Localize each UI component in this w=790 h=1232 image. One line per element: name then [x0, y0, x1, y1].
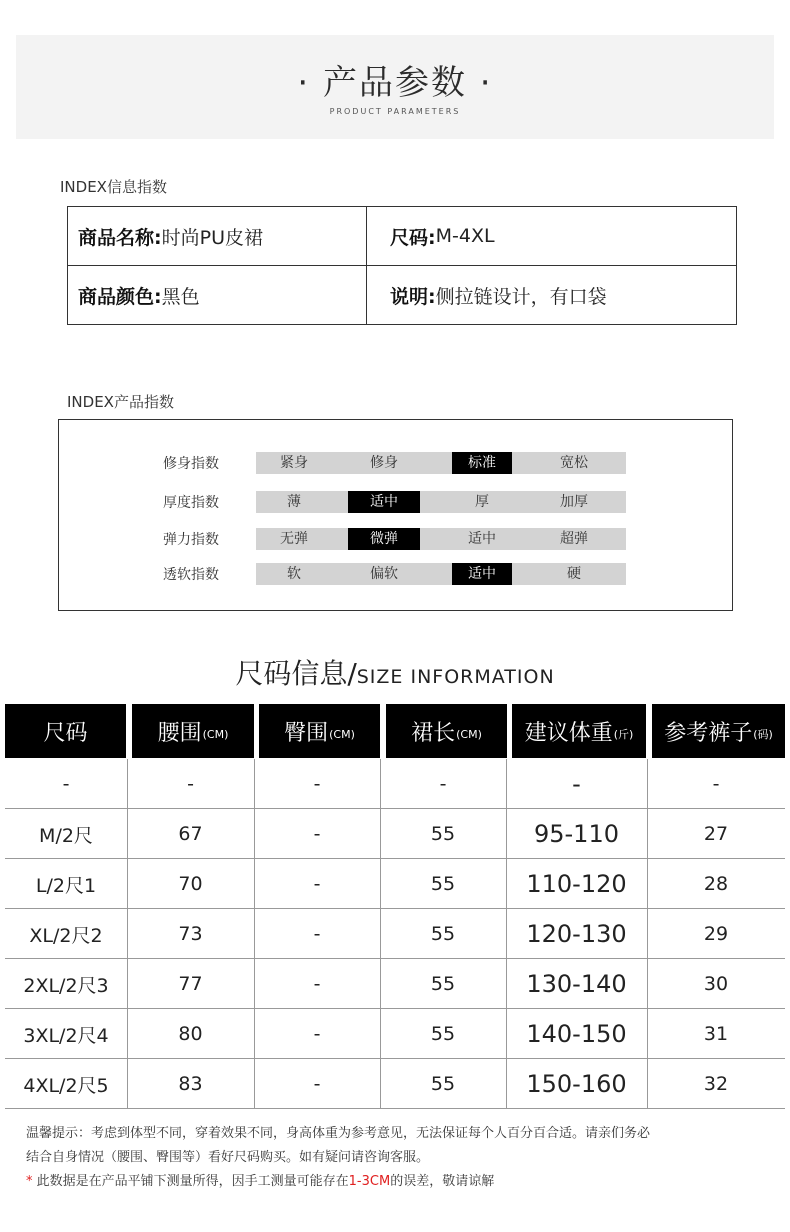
index-bar: [256, 563, 626, 585]
table-cell: 55: [430, 973, 456, 995]
info-value: 侧拉链设计，有口袋: [435, 285, 607, 308]
info-cell-size: [367, 207, 736, 265]
table-cell: 55: [430, 1023, 456, 1045]
table-cell: -: [313, 823, 321, 845]
table-cell: -: [187, 773, 194, 795]
info-key: 说明:: [390, 285, 436, 308]
table-cell: L/2尺1: [35, 874, 97, 897]
banner-title: · 产品参数 ·: [297, 63, 493, 103]
header-label: 腰围: [157, 720, 202, 746]
table-cell: 30: [703, 973, 729, 995]
index-option: 适中: [468, 531, 496, 547]
table-row: [5, 959, 785, 1009]
header-hip: [259, 704, 380, 758]
table-cell: -: [313, 923, 321, 945]
index-row: [59, 451, 732, 475]
info-value: M-4XL: [435, 225, 495, 247]
info-row: [68, 266, 736, 324]
table-row: [5, 809, 785, 859]
index-option: 厚: [475, 494, 489, 510]
table-cell: 31: [703, 1023, 729, 1045]
table-cell: 140-150: [526, 1020, 627, 1048]
note-text: 的误差，敬请谅解: [390, 1174, 495, 1189]
index-section-label: INDEX产品指数: [67, 393, 174, 411]
index-option: 加厚: [560, 494, 588, 510]
header-waist: [132, 704, 254, 758]
table-divider: [254, 759, 255, 1109]
table-cell: 83: [178, 1073, 203, 1095]
table-cell: 55: [430, 1073, 456, 1095]
index-row: [59, 527, 732, 551]
index-row-name: 弹力指数: [163, 532, 219, 548]
info-cell-description: [367, 266, 736, 324]
index-option: 薄: [287, 494, 301, 510]
info-row: [68, 207, 736, 266]
index-option-selected: 标准: [452, 452, 512, 474]
table-cell: 120-130: [526, 920, 627, 948]
note-line: 结合自身情况（腰围、臀围等）看好尺码购买。如有疑问请咨询客服。: [26, 1150, 430, 1165]
notes: [26, 1122, 650, 1194]
note-text: 此数据是在产品平铺下测量所得，因手工测量可能存在: [36, 1174, 349, 1189]
table-cell: -: [313, 873, 321, 895]
table-row: [5, 859, 785, 909]
table-cell: 55: [430, 923, 456, 945]
header-length: [386, 704, 507, 758]
table-cell: -: [712, 773, 720, 795]
index-option: 无弹: [280, 531, 308, 547]
table-cell: M/2尺: [39, 824, 93, 847]
index-option-selected: 适中: [348, 491, 420, 513]
size-section-title: [0, 652, 790, 692]
table-cell: -: [439, 773, 447, 795]
index-row-name: 透软指数: [163, 567, 219, 583]
table-cell: 73: [178, 923, 203, 945]
table-cell: 3XL/2尺4: [23, 1024, 109, 1047]
table-cell: 4XL/2尺5: [23, 1074, 109, 1097]
header-size: [5, 704, 126, 758]
index-option: 紧身: [280, 455, 308, 471]
table-cell: 130-140: [526, 970, 627, 998]
header-label: 建议体重: [524, 720, 613, 746]
index-bar: [256, 452, 626, 474]
index-option: 软: [287, 566, 301, 582]
table-cell: 150-160: [526, 1070, 627, 1098]
index-option: 修身: [370, 455, 398, 471]
table-cell: XL/2尺2: [29, 924, 103, 947]
index-option: 硬: [567, 566, 581, 582]
table-divider: [127, 759, 128, 1109]
table-cell: 95-110: [533, 820, 619, 848]
info-cell-product-name: [68, 207, 367, 265]
table-cell: -: [313, 973, 321, 995]
table-cell: -: [572, 770, 581, 798]
table-cell: 29: [703, 923, 729, 945]
index-option-selected: 微弹: [348, 528, 420, 550]
info-key: 尺码:: [390, 226, 436, 249]
header-pants: [652, 704, 785, 758]
header-unit: (CM): [456, 727, 482, 741]
table-cell: 27: [703, 823, 729, 845]
size-title-cn: 尺码信息/: [235, 657, 357, 690]
table-cell: 28: [703, 873, 729, 895]
note-highlight: 1-3CM: [348, 1174, 391, 1189]
index-row: [59, 562, 732, 586]
header-label: 臀围: [284, 720, 329, 746]
table-row: [5, 759, 785, 809]
index-bar: [256, 491, 626, 513]
table-cell: 67: [178, 823, 203, 845]
table-cell: 110-120: [526, 870, 627, 898]
table-cell: 32: [703, 1073, 729, 1095]
index-bar: [256, 528, 626, 550]
info-key: 商品颜色:: [78, 285, 162, 308]
table-cell: 80: [178, 1023, 203, 1045]
header-unit: (CM): [329, 727, 355, 741]
header-label: 尺码: [43, 720, 88, 746]
table-cell: 77: [178, 973, 203, 995]
index-box: [58, 419, 733, 611]
table-cell: -: [62, 773, 70, 795]
header-label: 参考裤子: [664, 720, 753, 746]
table-cell: 2XL/2尺3: [23, 974, 109, 997]
info-key: 商品名称:: [78, 226, 162, 249]
table-cell: -: [313, 1073, 321, 1095]
table-row: [5, 909, 785, 959]
header-unit: (码): [753, 728, 773, 741]
info-cell-color: [68, 266, 367, 324]
info-table: [67, 206, 737, 325]
size-title-en: SIZE INFORMATION: [356, 666, 555, 688]
header-weight: [512, 704, 646, 758]
info-section-label: INDEX信息指数: [60, 178, 167, 196]
index-option: 偏软: [370, 566, 398, 582]
index-row: [59, 490, 732, 514]
note-line: [26, 1170, 650, 1194]
table-cell: 55: [430, 873, 456, 895]
info-value: 时尚PU皮裙: [161, 226, 263, 249]
header-unit: (斤): [613, 728, 634, 741]
table-row: [5, 1009, 785, 1059]
table-cell: -: [313, 773, 321, 795]
banner-subtitle: PRODUCT PARAMETERS: [329, 107, 461, 116]
table-divider: [647, 759, 648, 1109]
table-cell: -: [313, 1023, 321, 1045]
index-row-name: 厚度指数: [163, 495, 219, 511]
index-row-name: 修身指数: [163, 456, 219, 472]
table-divider: [506, 759, 507, 1109]
table-divider: [380, 759, 381, 1109]
index-option-selected: 适中: [452, 563, 512, 585]
note-asterisk: *: [26, 1174, 37, 1189]
index-option: 超弹: [560, 531, 588, 547]
banner: [16, 35, 774, 139]
table-row: [5, 1059, 785, 1109]
note-line: 温馨提示：考虑到体型不同，穿着效果不同，身高体重为参考意见，无法保证每个人百分百合适。请亲们务必: [26, 1126, 651, 1141]
index-option: 宽松: [560, 455, 588, 471]
header-label: 裙长: [411, 720, 456, 746]
info-value: 黑色: [161, 285, 200, 308]
table-cell: 70: [178, 873, 203, 895]
header-unit: (CM): [202, 727, 229, 741]
table-cell: 55: [430, 823, 456, 845]
